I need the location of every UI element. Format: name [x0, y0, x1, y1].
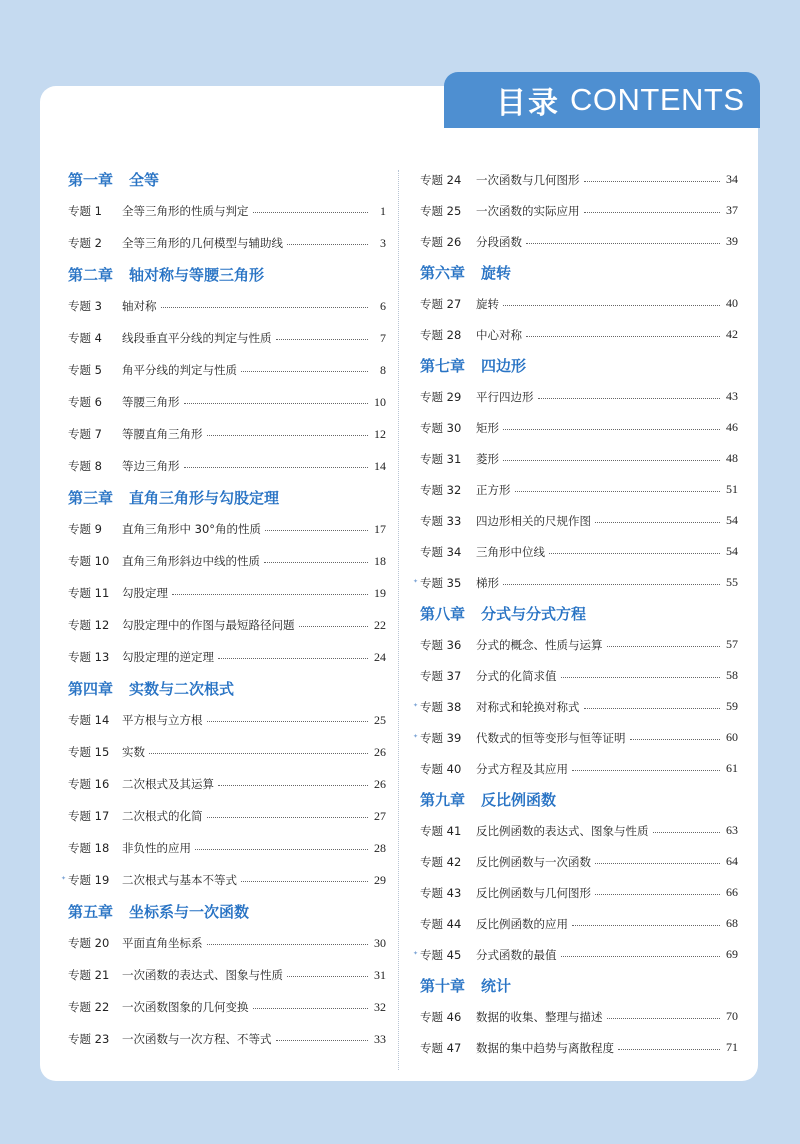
topic-title: 轴对称	[122, 299, 157, 313]
chapter-title: 坐标系与一次函数	[129, 903, 250, 921]
page-number: 69	[726, 947, 738, 961]
chapter-title: 旋转	[481, 264, 512, 282]
dot-leader	[207, 434, 369, 436]
topic-number: 专题 10	[68, 554, 110, 568]
chapter-number: 第二章	[68, 266, 114, 284]
toc-entry[interactable]	[68, 545, 386, 577]
topic-number: 专题 30	[420, 420, 462, 435]
topic-title: 二次根式与基本不等式	[122, 873, 237, 887]
topic-title: 平方根与立方根	[122, 713, 203, 727]
topic-title: 等边三角形	[122, 459, 180, 473]
dot-leader	[264, 561, 368, 563]
topic-title: 数据的集中趋势与离散程度	[476, 1040, 614, 1055]
page-number: 40	[726, 296, 738, 310]
toc-entry[interactable]	[68, 641, 386, 673]
chapter-number: 第九章	[420, 791, 466, 809]
topic-title: 分式函数的最值	[476, 947, 557, 962]
page-number: 8	[380, 362, 386, 377]
dot-leader	[253, 211, 369, 213]
dot-leader	[526, 335, 720, 337]
dot-leader	[287, 243, 368, 245]
page-number: 55	[726, 575, 738, 589]
chapter-heading[interactable]	[68, 482, 386, 513]
toc-entry[interactable]	[420, 660, 738, 691]
page-number: 12	[374, 426, 386, 441]
chapter-title: 统计	[481, 977, 512, 995]
topic-number: 专题 3	[68, 299, 102, 313]
dot-leader	[584, 707, 721, 709]
topic-number: 专题 5	[68, 363, 102, 377]
page-number: 43	[726, 389, 738, 403]
topic-title: 反比例函数与一次函数	[476, 854, 591, 869]
topic-title: 中心对称	[476, 327, 522, 342]
page-number: 60	[726, 730, 738, 744]
toc-entry[interactable]	[68, 577, 386, 609]
dot-leader	[287, 975, 368, 977]
toc-right-column	[413, 164, 738, 1063]
page-number: 6	[380, 298, 386, 313]
topic-number: 专题 32	[420, 482, 462, 497]
topic-title: 矩形	[476, 420, 499, 435]
dot-leader	[184, 402, 369, 404]
topic-number: 专题 40	[420, 761, 462, 776]
toc-entry[interactable]	[413, 567, 738, 598]
page-number: 18	[374, 553, 386, 568]
topic-title: 正方形	[476, 482, 511, 497]
dot-leader	[195, 848, 368, 850]
chapter-title: 反比例函数	[481, 791, 557, 809]
chapter-heading[interactable]	[68, 896, 386, 927]
topic-title: 二次根式的化简	[122, 809, 203, 823]
topic-number: 专题 47	[420, 1040, 462, 1055]
page-number: 27	[374, 808, 386, 823]
page-number: 24	[374, 649, 386, 664]
topic-number: 专题 46	[420, 1009, 462, 1024]
topic-number: 专题 18	[68, 841, 110, 855]
dot-leader	[276, 338, 369, 340]
topic-number: 专题 27	[420, 296, 462, 311]
toc-entry[interactable]	[68, 322, 386, 354]
toc-entry[interactable]	[420, 908, 738, 939]
page-number: 61	[726, 761, 738, 775]
topic-number: 专题 38	[420, 699, 462, 714]
dot-leader	[618, 1048, 720, 1050]
topic-number: 专题 33	[420, 513, 462, 528]
page-number: 19	[374, 585, 386, 600]
toc-entry[interactable]	[420, 505, 738, 536]
topic-number: 专题 13	[68, 650, 110, 664]
topic-number: 专题 21	[68, 968, 110, 982]
page-number: 7	[380, 330, 386, 345]
topic-title: 全等三角形的性质与判定	[122, 204, 249, 218]
toc-entry[interactable]	[420, 319, 738, 350]
chapter-title: 实数与二次根式	[129, 680, 235, 698]
toc-entry[interactable]	[420, 536, 738, 567]
column-divider	[398, 170, 399, 1070]
dot-leader	[149, 752, 368, 754]
topic-title: 平面直角坐标系	[122, 936, 203, 950]
page-number: 48	[726, 451, 738, 465]
toc-entry[interactable]	[68, 832, 386, 864]
toc-entry[interactable]	[68, 1023, 386, 1055]
chapter-heading[interactable]	[420, 784, 738, 815]
topic-title: 一次函数的表达式、图象与性质	[122, 968, 283, 982]
topic-title: 反比例函数与几何图形	[476, 885, 591, 900]
page-number: 26	[374, 776, 386, 791]
dot-leader	[584, 211, 721, 213]
optional-topic-star-icon: ✦	[413, 578, 419, 585]
dot-leader	[503, 583, 720, 585]
toc-entry[interactable]	[68, 927, 386, 959]
page-number: 58	[726, 668, 738, 682]
topic-title: 平行四边形	[476, 389, 534, 404]
toc-entry[interactable]	[68, 513, 386, 545]
topic-number: 专题 25	[420, 203, 462, 218]
page-number: 14	[374, 458, 386, 473]
toc-entry[interactable]	[420, 164, 738, 195]
toc-entry[interactable]	[68, 354, 386, 386]
topic-number: 专题 20	[68, 936, 110, 950]
dot-leader	[241, 370, 368, 372]
topic-number: 专题 8	[68, 459, 102, 473]
page-number: 3	[380, 235, 386, 250]
toc-entry[interactable]	[420, 381, 738, 412]
chapter-number: 第五章	[68, 903, 114, 921]
toc-entry[interactable]	[420, 846, 738, 877]
page-number: 31	[374, 967, 386, 982]
toc-entry[interactable]	[68, 704, 386, 736]
topic-title: 梯形	[476, 575, 499, 590]
dot-leader	[207, 816, 369, 818]
chapter-heading[interactable]	[68, 164, 386, 195]
dot-leader	[515, 490, 721, 492]
dot-leader	[299, 625, 369, 627]
toc-entry[interactable]	[68, 450, 386, 482]
header-title-en: CONTENTS	[570, 82, 745, 117]
dot-leader	[607, 645, 721, 647]
topic-title: 反比例函数的应用	[476, 916, 568, 931]
topic-number: 专题 23	[68, 1032, 110, 1046]
topic-number: 专题 36	[420, 637, 462, 652]
topic-number: 专题 12	[68, 618, 110, 632]
topic-number: 专题 35	[420, 575, 462, 590]
page-number: 54	[726, 513, 738, 527]
dot-leader	[276, 1039, 369, 1041]
toc-entry[interactable]	[420, 226, 738, 257]
topic-title: 直角三角形中 30°角的性质	[122, 522, 262, 536]
topic-title: 等腰直角三角形	[122, 427, 203, 441]
page-number: 32	[374, 999, 386, 1014]
topic-title: 一次函数与一次方程、不等式	[122, 1032, 272, 1046]
page-number: 54	[726, 544, 738, 558]
topic-number: 专题 31	[420, 451, 462, 466]
chapter-number: 第三章	[68, 489, 114, 507]
topic-number: 专题 34	[420, 544, 462, 559]
page-number: 1	[380, 203, 386, 218]
chapter-title: 直角三角形与勾股定理	[129, 489, 280, 507]
optional-topic-star-icon: ✦	[413, 702, 419, 709]
topic-title: 一次函数的实际应用	[476, 203, 580, 218]
page-number: 37	[726, 203, 738, 217]
dot-leader	[630, 738, 721, 740]
toc-entry[interactable]	[68, 609, 386, 641]
dot-leader	[549, 552, 720, 554]
chapter-heading[interactable]	[420, 970, 738, 1001]
topic-number: 专题 45	[420, 947, 462, 962]
chapter-number: 第七章	[420, 357, 466, 375]
dot-leader	[584, 180, 721, 182]
chapter-heading[interactable]	[420, 350, 738, 381]
topic-number: 专题 2	[68, 236, 102, 250]
topic-title: 勾股定理	[122, 586, 168, 600]
toc-entry[interactable]	[68, 736, 386, 768]
dot-leader	[503, 428, 720, 430]
page-number: 70	[726, 1009, 738, 1023]
chapter-heading[interactable]	[420, 257, 738, 288]
page-number: 26	[374, 744, 386, 759]
topic-title: 对称式和轮换对称式	[476, 699, 580, 714]
topic-number: 专题 43	[420, 885, 462, 900]
chapter-number: 第六章	[420, 264, 466, 282]
toc-entry[interactable]	[420, 629, 738, 660]
topic-title: 分式的概念、性质与运算	[476, 637, 603, 652]
topic-number: 专题 44	[420, 916, 462, 931]
topic-title: 非负性的应用	[122, 841, 191, 855]
dot-leader	[561, 676, 721, 678]
chapter-number: 第八章	[420, 605, 466, 623]
toc-entry[interactable]	[420, 815, 738, 846]
dot-leader	[241, 880, 368, 882]
page-number: 10	[374, 394, 386, 409]
toc-entry[interactable]	[420, 877, 738, 908]
topic-number: 专题 39	[420, 730, 462, 745]
topic-title: 旋转	[476, 296, 499, 311]
topic-number: 专题 1	[68, 204, 102, 218]
toc-entry[interactable]	[420, 1032, 738, 1063]
page-number: 33	[374, 1031, 386, 1046]
toc-entry[interactable]	[420, 412, 738, 443]
topic-number: 专题 37	[420, 668, 462, 683]
topic-title: 四边形相关的尺规作图	[476, 513, 591, 528]
dot-leader	[253, 1007, 369, 1009]
topic-number: 专题 19	[68, 873, 110, 887]
optional-topic-star-icon: ✦	[61, 875, 67, 882]
page-number: 46	[726, 420, 738, 434]
toc-entry[interactable]	[68, 227, 386, 259]
chapter-title: 全等	[129, 171, 160, 189]
toc-entry[interactable]	[420, 753, 738, 784]
dot-leader	[572, 924, 720, 926]
topic-title: 二次根式及其运算	[122, 777, 214, 791]
dot-leader	[526, 242, 720, 244]
topic-title: 分式的化简求值	[476, 668, 557, 683]
chapter-number: 第十章	[420, 977, 466, 995]
toc-entry[interactable]	[68, 386, 386, 418]
topic-number: 专题 9	[68, 522, 102, 536]
toc-entry[interactable]	[68, 768, 386, 800]
header-title-zh: 目录	[496, 86, 560, 121]
dot-leader	[207, 943, 369, 945]
topic-number: 专题 14	[68, 713, 110, 727]
chapter-title: 四边形	[481, 357, 527, 375]
toc-entry[interactable]	[420, 288, 738, 319]
toc-entry[interactable]	[68, 290, 386, 322]
optional-topic-star-icon: ✦	[413, 950, 419, 957]
topic-title: 代数式的恒等变形与恒等证明	[476, 730, 626, 745]
dot-leader	[538, 397, 721, 399]
toc-entry[interactable]	[413, 939, 738, 970]
dot-leader	[503, 459, 720, 461]
page-number: 57	[726, 637, 738, 651]
chapter-heading[interactable]	[68, 259, 386, 290]
topic-title: 直角三角形斜边中线的性质	[122, 554, 260, 568]
topic-number: 专题 4	[68, 331, 102, 345]
chapter-heading[interactable]	[68, 673, 386, 704]
chapter-title: 分式与分式方程	[481, 605, 587, 623]
dot-leader	[218, 784, 368, 786]
dot-leader	[607, 1017, 721, 1019]
chapter-title: 轴对称与等腰三角形	[129, 266, 265, 284]
page-number: 28	[374, 840, 386, 855]
topic-number: 专题 28	[420, 327, 462, 342]
dot-leader	[184, 466, 369, 468]
dot-leader	[595, 862, 720, 864]
topic-title: 分段函数	[476, 234, 522, 249]
chapter-number: 第四章	[68, 680, 114, 698]
topic-title: 分式方程及其应用	[476, 761, 568, 776]
page-number: 22	[374, 617, 386, 632]
dot-leader	[595, 521, 720, 523]
topic-title: 三角形中位线	[476, 544, 545, 559]
topic-title: 勾股定理的逆定理	[122, 650, 214, 664]
page-number: 39	[726, 234, 738, 248]
toc-left-column	[61, 164, 386, 1055]
page-number: 17	[374, 521, 386, 536]
toc-entry[interactable]	[420, 1001, 738, 1032]
toc-entry[interactable]	[420, 443, 738, 474]
dot-leader	[561, 955, 721, 957]
topic-number: 专题 6	[68, 395, 102, 409]
topic-number: 专题 11	[68, 586, 110, 600]
topic-title: 勾股定理中的作图与最短路径问题	[122, 618, 295, 632]
dot-leader	[161, 306, 369, 308]
page-number: 29	[374, 872, 386, 887]
dot-leader	[218, 657, 368, 659]
page-number: 64	[726, 854, 738, 868]
page-number: 59	[726, 699, 738, 713]
toc-entry[interactable]	[68, 959, 386, 991]
topic-title: 一次函数与几何图形	[476, 172, 580, 187]
dot-leader	[265, 529, 368, 531]
dot-leader	[503, 304, 720, 306]
dot-leader	[653, 831, 721, 833]
dot-leader	[172, 593, 368, 595]
page-number: 42	[726, 327, 738, 341]
topic-title: 菱形	[476, 451, 499, 466]
topic-title: 实数	[122, 745, 145, 759]
topic-number: 专题 7	[68, 427, 102, 441]
toc-entry[interactable]	[68, 195, 386, 227]
toc-entry[interactable]	[413, 722, 738, 753]
topic-title: 一次函数图象的几何变换	[122, 1000, 249, 1014]
topic-number: 专题 15	[68, 745, 110, 759]
topic-title: 线段垂直平分线的判定与性质	[122, 331, 272, 345]
page-number: 71	[726, 1040, 738, 1054]
toc-entry[interactable]	[68, 418, 386, 450]
toc-entry[interactable]	[68, 800, 386, 832]
topic-number: 专题 41	[420, 823, 462, 838]
toc-entry[interactable]	[420, 474, 738, 505]
topic-number: 专题 26	[420, 234, 462, 249]
contents-header-tab	[444, 72, 760, 128]
page-number: 30	[374, 935, 386, 950]
page-number: 34	[726, 172, 738, 186]
optional-topic-star-icon: ✦	[413, 733, 419, 740]
topic-number: 专题 29	[420, 389, 462, 404]
toc-entry[interactable]	[413, 691, 738, 722]
topic-number: 专题 42	[420, 854, 462, 869]
chapter-heading[interactable]	[420, 598, 738, 629]
toc-entry[interactable]	[68, 991, 386, 1023]
page-number: 68	[726, 916, 738, 930]
topic-number: 专题 16	[68, 777, 110, 791]
topic-title: 数据的收集、整理与描述	[476, 1009, 603, 1024]
dot-leader	[572, 769, 720, 771]
topic-title: 等腰三角形	[122, 395, 180, 409]
topic-number: 专题 24	[420, 172, 462, 187]
topic-number: 专题 22	[68, 1000, 110, 1014]
dot-leader	[595, 893, 720, 895]
toc-entry[interactable]	[420, 195, 738, 226]
chapter-number: 第一章	[68, 171, 114, 189]
page-number: 63	[726, 823, 738, 837]
topic-title: 反比例函数的表达式、图象与性质	[476, 823, 649, 838]
toc-entry[interactable]	[61, 864, 386, 896]
topic-title: 全等三角形的几何模型与辅助线	[122, 236, 283, 250]
topic-number: 专题 17	[68, 809, 110, 823]
page-number: 25	[374, 712, 386, 727]
page-number: 51	[726, 482, 738, 496]
page-number: 66	[726, 885, 738, 899]
dot-leader	[207, 720, 369, 722]
topic-title: 角平分线的判定与性质	[122, 363, 237, 377]
